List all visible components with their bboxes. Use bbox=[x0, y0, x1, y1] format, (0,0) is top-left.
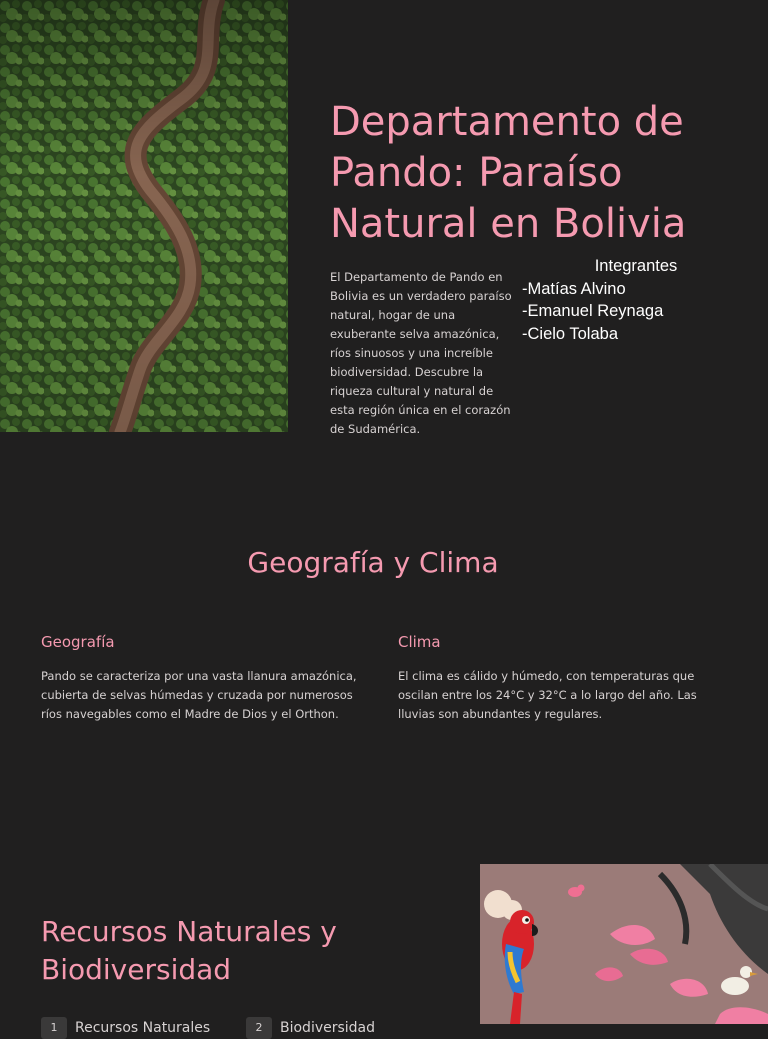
jungle-river-photo bbox=[0, 0, 288, 432]
step-label: Biodiversidad bbox=[280, 1020, 376, 1036]
step-biodiversity bbox=[246, 1017, 375, 1039]
step-number: 2 bbox=[246, 1017, 272, 1039]
step-natural-resources bbox=[41, 1017, 210, 1039]
macaw-illustration bbox=[480, 864, 768, 1024]
member-name: -Matías Alvino bbox=[522, 279, 626, 298]
geography-heading: Geografía bbox=[41, 633, 115, 651]
member-name: -Cielo Tolaba bbox=[522, 324, 619, 343]
climate-text: El clima es cálido y húmedo, con temperaturas que oscilan entre los 24°C y 32°C a lo largo del año. Las lluvias son abundantes y regulares. bbox=[398, 669, 697, 721]
climate-heading: Clima bbox=[398, 633, 441, 651]
resources-section-title: Recursos Naturales y Biodiversidad bbox=[41, 915, 337, 986]
page-title: Departamento de Pando: Paraíso Natural en Bolivia bbox=[330, 99, 687, 247]
members-heading: Integrantes bbox=[594, 257, 678, 275]
member-name: -Emanuel Reynaga bbox=[522, 302, 664, 320]
geography-text: Pando se caracteriza por una vasta llanura amazónica, cubierta de selvas húmedas y cruzada por numerosos ríos navegables como el Madre de Dios y el Orthon. bbox=[41, 669, 357, 721]
intro-paragraph: El Departamento de Pando en Bolivia es un verdadero paraíso natural, hogar de una exuberante selva amazónica, ríos sinuosos y una increíble biodiversidad. Descubre la riqueza cultural y natural de esta región única en el corazón de Sudamérica. bbox=[330, 270, 512, 436]
step-number: 1 bbox=[41, 1017, 67, 1039]
members-block bbox=[522, 255, 722, 345]
geography-section-title: Geografía y Clima bbox=[247, 546, 499, 579]
step-label: Recursos Naturales bbox=[75, 1020, 211, 1036]
